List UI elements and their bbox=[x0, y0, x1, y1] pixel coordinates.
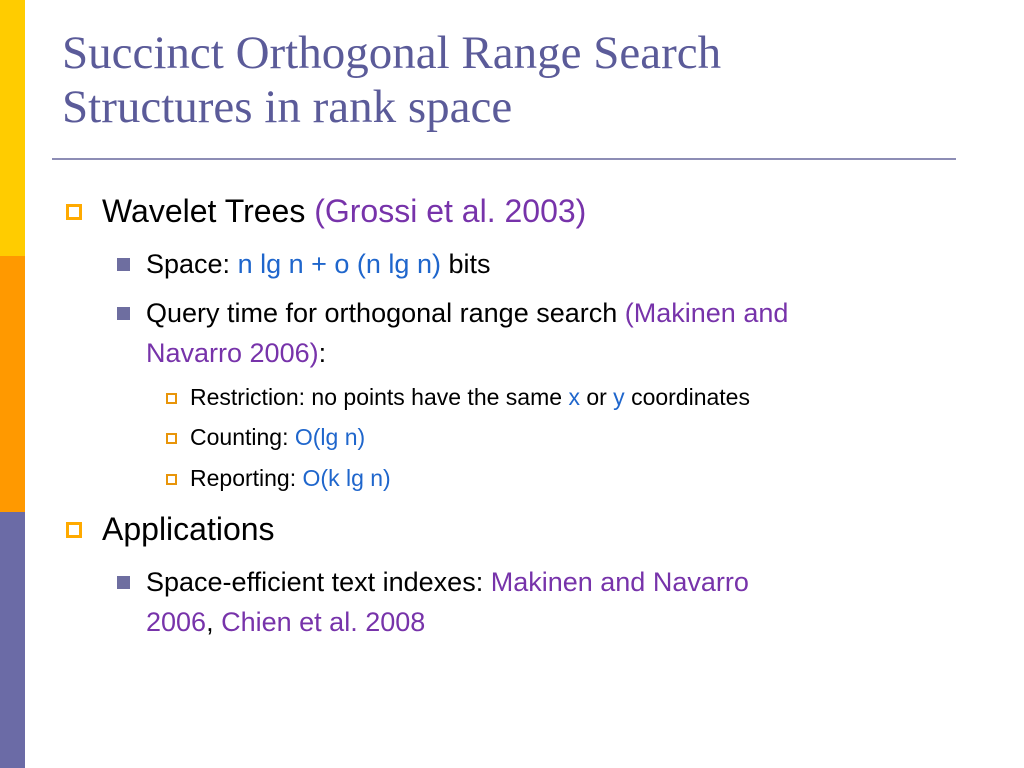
bullet-reporting bbox=[190, 463, 391, 493]
applications-label: Applications bbox=[102, 511, 275, 547]
text-indexes-comma: , bbox=[206, 607, 214, 637]
square-bullet-icon bbox=[117, 258, 130, 271]
hollow-square-bullet-icon bbox=[166, 393, 177, 404]
text-indexes-label: Space-efficient text indexes: bbox=[146, 567, 484, 597]
space-suffix: bits bbox=[448, 249, 491, 279]
space-formula: n lg n + o (n lg n) bbox=[237, 249, 441, 279]
square-bullet-icon bbox=[117, 307, 130, 320]
query-colon: : bbox=[318, 338, 327, 368]
text-indexes-citation1-line2: 2006 bbox=[146, 607, 207, 637]
hollow-square-bullet-icon bbox=[166, 433, 177, 444]
reporting-value: O(k lg n) bbox=[302, 465, 391, 491]
restriction-suffix: coordinates bbox=[631, 384, 750, 410]
hollow-square-bullet-icon bbox=[166, 474, 177, 485]
hollow-square-bullet-icon bbox=[66, 204, 82, 220]
bullet-query-time bbox=[146, 293, 976, 373]
bullet-restriction bbox=[190, 382, 750, 412]
wavelet-citation: (Grossi et al. 2003) bbox=[314, 193, 587, 229]
hollow-square-bullet-icon bbox=[66, 522, 82, 538]
square-bullet-icon bbox=[117, 576, 130, 589]
restriction-y: y bbox=[613, 384, 625, 410]
bullet-text-indexes bbox=[146, 562, 976, 642]
query-citation-line2: Navarro 2006) bbox=[146, 338, 319, 368]
text-indexes-citation2: Chien et al. 2008 bbox=[221, 607, 426, 637]
slide-title-line1: Succinct Orthogonal Range Search bbox=[62, 27, 722, 79]
query-citation-line1: (Makinen and bbox=[624, 298, 789, 328]
space-label: Space: bbox=[146, 249, 231, 279]
restriction-x: x bbox=[568, 384, 580, 410]
reporting-label: Reporting: bbox=[190, 465, 297, 491]
bullet-counting bbox=[190, 422, 365, 452]
slide-title-line2: Structures in rank space bbox=[62, 81, 513, 133]
bullet-wavelet-trees bbox=[102, 191, 586, 231]
restriction-or: or bbox=[586, 384, 607, 410]
bullet-applications bbox=[102, 509, 275, 549]
restriction-prefix: Restriction: no points have the same bbox=[190, 384, 563, 410]
query-label: Query time for orthogonal range search bbox=[146, 298, 618, 328]
wavelet-label: Wavelet Trees bbox=[102, 193, 306, 229]
bullet-space bbox=[146, 244, 491, 284]
counting-value: O(lg n) bbox=[294, 424, 366, 450]
text-indexes-citation1-line1: Makinen and Navarro bbox=[490, 567, 749, 597]
counting-label: Counting: bbox=[190, 424, 289, 450]
